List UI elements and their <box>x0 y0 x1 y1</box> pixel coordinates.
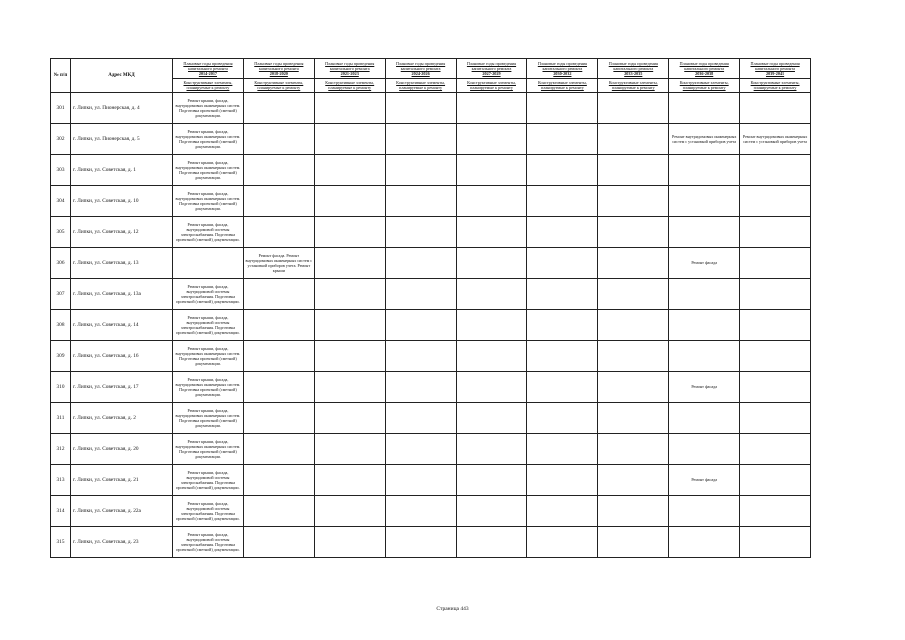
table-row <box>51 248 811 279</box>
row-address: г. Липки, ул. Советская, д. 23 <box>71 527 173 558</box>
table-row <box>51 93 811 124</box>
repair-cell: Ремонт фасада <box>669 248 740 279</box>
repair-cell <box>385 372 456 403</box>
col-header-num: № п/п <box>51 59 71 93</box>
repair-cell: Ремонт фасада <box>669 372 740 403</box>
row-number: 304 <box>51 186 71 217</box>
row-number: 312 <box>51 434 71 465</box>
repair-cell: Ремонт крыши, фасада, внутридомовой системы электроснабжения. Подготовка проектной (сметной) документации. <box>173 465 244 496</box>
row-number: 303 <box>51 155 71 186</box>
repair-cell <box>314 217 385 248</box>
repair-cell <box>314 279 385 310</box>
repair-cell <box>527 434 598 465</box>
repair-cell <box>740 434 811 465</box>
repair-cell <box>314 465 385 496</box>
repair-cell: Ремонт крыши, фасада, внутридомовых инженерных систем. Подготовка проектной (сметной) документации. <box>173 403 244 434</box>
period-title: Плановые годы проведения капитального ремонта <box>679 60 729 72</box>
repair-cell <box>598 186 669 217</box>
repair-cell <box>527 155 598 186</box>
repair-cell <box>598 248 669 279</box>
repair-cell <box>314 496 385 527</box>
row-address: г. Липки, ул. Советская, д. 21 <box>71 465 173 496</box>
period-years: 2033-2035 <box>624 71 643 77</box>
repair-cell <box>456 341 527 372</box>
table-row <box>51 186 811 217</box>
row-number: 308 <box>51 310 71 341</box>
period-years: 2018-2020 <box>269 71 288 77</box>
col-header-period-5 <box>456 59 527 93</box>
table-row <box>51 434 811 465</box>
repair-cell <box>456 217 527 248</box>
row-number: 315 <box>51 527 71 558</box>
repair-cell <box>314 310 385 341</box>
repair-cell <box>314 93 385 124</box>
repair-cell <box>456 403 527 434</box>
row-address: г. Липки, ул. Пионерская, д. 5 <box>71 124 173 155</box>
repair-cell: Ремонт крыши, фасада, внутридомовых инженерных систем. Подготовка проектной (сметной) документации. <box>173 155 244 186</box>
repair-cell <box>669 186 740 217</box>
table-row <box>51 403 811 434</box>
repair-cell <box>314 186 385 217</box>
repair-cell <box>385 279 456 310</box>
repair-cell <box>456 465 527 496</box>
repair-cell <box>314 155 385 186</box>
repair-cell <box>314 124 385 155</box>
repair-cell <box>598 496 669 527</box>
repair-schedule-table <box>50 58 811 558</box>
table-row <box>51 527 811 558</box>
repair-cell <box>385 403 456 434</box>
repair-cell <box>740 403 811 434</box>
row-address: г. Липки, ул. Советская, д. 20 <box>71 434 173 465</box>
period-subtitle: Конструктивные элементы, планируемые к ремонту <box>386 78 456 91</box>
col-header-period-7 <box>598 59 669 93</box>
col-header-period-3 <box>314 59 385 93</box>
period-subtitle: Конструктивные элементы, планируемые к ремонту <box>527 78 597 91</box>
col-header-period-8 <box>669 59 740 93</box>
repair-cell <box>314 372 385 403</box>
repair-cell: Ремонт крыши, фасада, внутридомовой системы электроснабжения. Подготовка проектной (сметной) документации. <box>173 527 244 558</box>
period-title: Плановые годы проведения капитального ремонта <box>608 60 658 72</box>
repair-cell: Ремонт крыши, фасада, внутридомовых инженерных систем. Подготовка проектной (сметной) документации. <box>173 372 244 403</box>
header-row <box>51 59 811 93</box>
table-row <box>51 310 811 341</box>
repair-cell <box>243 155 314 186</box>
repair-cell <box>243 124 314 155</box>
repair-cell <box>527 496 598 527</box>
row-address: г. Липки, ул. Советская, д. 13 <box>71 248 173 279</box>
period-years: 2014-2017 <box>198 71 218 77</box>
row-address: г. Липки, ул. Советская, д. 10 <box>71 186 173 217</box>
row-number: 301 <box>51 93 71 124</box>
repair-cell <box>385 527 456 558</box>
repair-cell <box>669 93 740 124</box>
repair-cell <box>243 527 314 558</box>
repair-cell <box>456 496 527 527</box>
repair-cell <box>669 310 740 341</box>
repair-cell <box>740 93 811 124</box>
repair-cell <box>669 155 740 186</box>
table-body <box>51 93 811 558</box>
table-header <box>51 59 811 93</box>
repair-cell <box>527 310 598 341</box>
repair-cell <box>243 434 314 465</box>
repair-cell <box>598 217 669 248</box>
repair-cell <box>385 124 456 155</box>
period-years: 2021-2023 <box>340 71 359 77</box>
row-address: г. Липки, ул. Советская, д. 2 <box>71 403 173 434</box>
repair-cell <box>456 124 527 155</box>
repair-cell <box>669 527 740 558</box>
repair-cell <box>740 155 811 186</box>
repair-cell <box>314 527 385 558</box>
table-row <box>51 341 811 372</box>
repair-cell <box>243 217 314 248</box>
repair-cell <box>740 217 811 248</box>
repair-cell <box>385 217 456 248</box>
repair-cell: Ремонт внутридомовых инженерных систем с установкой приборов учета <box>669 124 740 155</box>
repair-cell <box>314 434 385 465</box>
repair-cell <box>243 403 314 434</box>
row-number: 310 <box>51 372 71 403</box>
repair-cell <box>243 186 314 217</box>
period-subtitle: Конструктивные элементы, планируемые к ремонту <box>244 78 314 91</box>
repair-cell <box>527 124 598 155</box>
table-row <box>51 155 811 186</box>
repair-cell <box>598 341 669 372</box>
repair-cell <box>527 186 598 217</box>
period-subtitle: Конструктивные элементы, планируемые к ремонту <box>173 78 243 91</box>
repair-cell: Ремонт фасада <box>669 465 740 496</box>
repair-cell <box>598 372 669 403</box>
row-address: г. Липки, ул. Советская, д. 22а <box>71 496 173 527</box>
period-years: 2039-2041 <box>765 71 785 77</box>
repair-cell <box>243 372 314 403</box>
repair-cell <box>527 279 598 310</box>
repair-cell <box>385 155 456 186</box>
repair-cell <box>740 186 811 217</box>
period-title: Плановые годы проведения капитального ремонта <box>396 60 446 72</box>
period-title: Плановые годы проведения капитального ремонта <box>750 60 800 72</box>
repair-cell: Ремонт крыши, фасада, внутридомовой системы электроснабжения. Подготовка проектной (сметной) документации. <box>173 310 244 341</box>
repair-cell <box>669 217 740 248</box>
repair-cell <box>385 465 456 496</box>
table-row <box>51 279 811 310</box>
repair-cell <box>669 496 740 527</box>
repair-cell <box>669 403 740 434</box>
table-row <box>51 496 811 527</box>
repair-cell <box>527 465 598 496</box>
repair-cell <box>598 465 669 496</box>
repair-cell <box>598 310 669 341</box>
page-number: Страница 443 <box>436 606 469 612</box>
repair-cell <box>740 310 811 341</box>
repair-cell <box>243 496 314 527</box>
repair-cell <box>527 527 598 558</box>
table-row <box>51 465 811 496</box>
repair-cell <box>314 403 385 434</box>
col-header-period-2 <box>243 59 314 93</box>
row-number: 314 <box>51 496 71 527</box>
repair-cell <box>243 93 314 124</box>
repair-cell <box>740 248 811 279</box>
repair-cell <box>456 155 527 186</box>
repair-cell <box>669 341 740 372</box>
repair-cell <box>456 93 527 124</box>
repair-cell <box>740 465 811 496</box>
repair-cell <box>385 434 456 465</box>
repair-cell: Ремонт крыши, фасада, внутридомовой системы электроснабжения. Подготовка проектной (сметной) документации. <box>173 279 244 310</box>
row-number: 309 <box>51 341 71 372</box>
row-address: г. Липки, ул. Советская, д. 17 <box>71 372 173 403</box>
row-number: 307 <box>51 279 71 310</box>
row-address: г. Липки, ул. Советская, д. 1 <box>71 155 173 186</box>
row-number: 313 <box>51 465 71 496</box>
repair-cell: Ремонт фасада. Ремонт внутридомовых инженерных систем с установкой приборов учета. Ремонт крыши <box>243 248 314 279</box>
row-address: г. Липки, ул. Советская, д. 14 <box>71 310 173 341</box>
repair-cell <box>173 248 244 279</box>
repair-cell <box>740 372 811 403</box>
repair-cell <box>385 341 456 372</box>
period-years: 2030-2032 <box>553 71 572 77</box>
repair-cell: Ремонт крыши, фасада, внутридомовых инженерных систем. Подготовка проектной (сметной) документации. <box>173 434 244 465</box>
repair-cell <box>456 372 527 403</box>
repair-cell <box>456 310 527 341</box>
repair-cell <box>598 279 669 310</box>
period-subtitle: Конструктивные элементы, планируемые к ремонту <box>457 78 527 91</box>
repair-cell <box>243 310 314 341</box>
repair-cell: Ремонт крыши, фасада, внутридомовых инженерных систем. Подготовка проектной (сметной) документации. <box>173 186 244 217</box>
repair-cell <box>385 310 456 341</box>
repair-cell <box>669 279 740 310</box>
repair-cell: Ремонт крыши, фасада, внутридомовой системы электроснабжения. Подготовка проектной (сметной) документации. <box>173 496 244 527</box>
repair-cell <box>385 186 456 217</box>
period-years: 2027-2029 <box>482 71 501 77</box>
repair-cell <box>527 341 598 372</box>
col-header-address: Адрес МКД <box>71 59 173 93</box>
repair-cell <box>385 93 456 124</box>
repair-cell <box>527 372 598 403</box>
col-header-period-1 <box>173 59 244 93</box>
repair-cell <box>598 434 669 465</box>
repair-cell: Ремонт крыши, фасада, внутридомовых инженерных систем. Подготовка проектной (сметной) документации. <box>173 341 244 372</box>
row-address: г. Липки, ул. Пионерская, д. 4 <box>71 93 173 124</box>
repair-cell <box>527 217 598 248</box>
period-title: Плановые годы проведения капитального ремонта <box>466 60 517 72</box>
period-subtitle: Конструктивные элементы, планируемые к ремонту <box>669 78 739 91</box>
repair-cell <box>456 527 527 558</box>
repair-cell <box>385 248 456 279</box>
repair-cell <box>314 341 385 372</box>
repair-cell <box>598 124 669 155</box>
row-number: 311 <box>51 403 71 434</box>
repair-cell <box>598 93 669 124</box>
repair-cell <box>243 341 314 372</box>
period-title: Плановые годы проведения капитального ремонта <box>537 60 587 72</box>
col-header-period-6 <box>527 59 598 93</box>
repair-cell <box>669 434 740 465</box>
col-header-period-4 <box>385 59 456 93</box>
repair-cell <box>456 434 527 465</box>
period-subtitle: Конструктивные элементы, планируемые к ремонту <box>598 78 668 91</box>
period-subtitle: Конструктивные элементы, планируемые к ремонту <box>315 78 385 91</box>
repair-cell <box>598 527 669 558</box>
repair-cell <box>740 527 811 558</box>
repair-cell <box>527 93 598 124</box>
repair-cell <box>527 403 598 434</box>
repair-cell <box>243 279 314 310</box>
repair-cell <box>243 465 314 496</box>
period-years: 2024-2026 <box>411 71 430 77</box>
repair-cell: Ремонт крыши, фасада, внутридомовой системы электроснабжения. Подготовка проектной (сметной) документации. <box>173 217 244 248</box>
period-title: Плановые годы проведения капитального ремонта <box>325 60 375 72</box>
repair-cell: Ремонт крыши, фасада, внутридомовых инженерных систем. Подготовка проектной (сметной) документации. <box>173 124 244 155</box>
repair-cell <box>598 155 669 186</box>
repair-cell <box>456 248 527 279</box>
repair-cell <box>456 186 527 217</box>
repair-cell <box>314 248 385 279</box>
repair-cell <box>740 341 811 372</box>
col-header-period-9 <box>740 59 811 93</box>
row-address: г. Липки, ул. Советская, д. 16 <box>71 341 173 372</box>
repair-cell <box>598 403 669 434</box>
period-title: Плановые годы проведения капитального ремонта <box>183 60 233 72</box>
repair-cell <box>740 496 811 527</box>
table-row <box>51 124 811 155</box>
row-number: 306 <box>51 248 71 279</box>
repair-cell: Ремонт внутридомовых инженерных систем с установкой приборов учета <box>740 124 811 155</box>
period-subtitle: Конструктивные элементы, планируемые к ремонту <box>740 78 810 91</box>
repair-cell <box>740 279 811 310</box>
repair-cell: Ремонт крыши, фасада, внутридомовых инженерных систем. Подготовка проектной (сметной) документации. <box>173 93 244 124</box>
period-title: Плановые годы проведения капитального ремонта <box>254 60 304 72</box>
repair-cell <box>456 279 527 310</box>
table-row <box>51 217 811 248</box>
row-address: г. Липки, ул. Советская, д. 13а <box>71 279 173 310</box>
row-number: 302 <box>51 124 71 155</box>
repair-cell <box>527 248 598 279</box>
row-address: г. Липки, ул. Советская, д. 12 <box>71 217 173 248</box>
repair-cell <box>385 496 456 527</box>
row-number: 305 <box>51 217 71 248</box>
table-row <box>51 372 811 403</box>
period-years: 2036-2038 <box>695 71 714 77</box>
